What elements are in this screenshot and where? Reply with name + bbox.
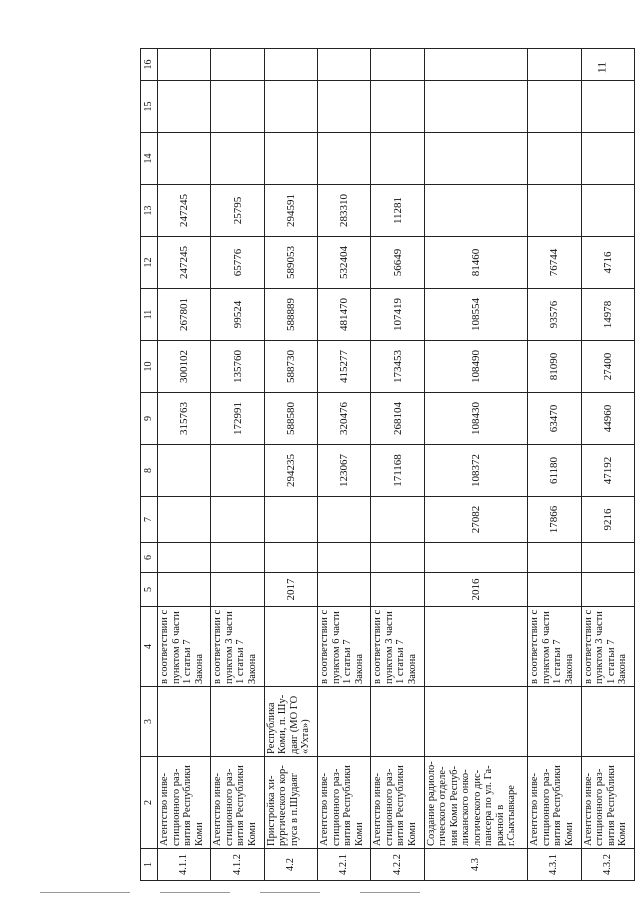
table-cell: Создание радиоло-гического отделе-ния Коми Респуб-ликанского онко-логического дис-пансера по ул. Га-ражной в г.Сыктывкаре bbox=[424, 757, 527, 849]
table-row bbox=[264, 49, 317, 881]
table-cell: 81090 bbox=[528, 341, 581, 393]
table-cell bbox=[211, 543, 264, 573]
table-cell bbox=[158, 81, 211, 133]
scan-edge-mark bbox=[260, 892, 320, 893]
table-cell: 25795 bbox=[211, 185, 264, 237]
table-cell bbox=[264, 543, 317, 573]
table-cell: Агентство инве-стиционного раз-вития Республики Коми bbox=[581, 757, 634, 849]
table-cell bbox=[158, 497, 211, 543]
table-cell bbox=[264, 607, 317, 687]
table-cell bbox=[158, 445, 211, 497]
row-id-cell: 4.1.1 bbox=[158, 849, 211, 881]
table-cell: 63470 bbox=[528, 393, 581, 445]
table-cell bbox=[581, 133, 634, 185]
table-cell bbox=[424, 49, 527, 81]
table-cell bbox=[581, 573, 634, 607]
page-number: 11 bbox=[594, 61, 609, 74]
column-header: 4 bbox=[141, 607, 158, 687]
table-cell: 27082 bbox=[424, 497, 527, 543]
column-header: 3 bbox=[141, 687, 158, 757]
table-cell bbox=[371, 49, 424, 81]
scan-edge-mark bbox=[160, 892, 230, 893]
investment-table bbox=[140, 48, 635, 881]
table-cell: 2017 bbox=[264, 573, 317, 607]
table-cell: 44960 bbox=[581, 393, 634, 445]
table-cell: 9216 bbox=[581, 497, 634, 543]
table-cell bbox=[158, 543, 211, 573]
table-cell: 173453 bbox=[371, 341, 424, 393]
table-cell: 2016 bbox=[424, 573, 527, 607]
table-cell bbox=[211, 81, 264, 133]
table-cell: 588580 bbox=[264, 393, 317, 445]
row-id-cell: 4.1.2 bbox=[211, 849, 264, 881]
table-cell bbox=[211, 133, 264, 185]
table-cell: 268104 bbox=[371, 393, 424, 445]
table-cell: 81460 bbox=[424, 237, 527, 289]
table-cell bbox=[528, 133, 581, 185]
table-cell: Агентство инве-стиционного раз-вития Республики Коми bbox=[318, 757, 371, 849]
table-cell bbox=[528, 185, 581, 237]
table-cell: 247245 bbox=[158, 237, 211, 289]
table-cell bbox=[581, 543, 634, 573]
table-cell: 532404 bbox=[318, 237, 371, 289]
table-cell: 123067 bbox=[318, 445, 371, 497]
table-cell bbox=[424, 687, 527, 757]
table-cell: 27400 bbox=[581, 341, 634, 393]
table-cell bbox=[211, 573, 264, 607]
table-row bbox=[581, 49, 634, 881]
table-cell bbox=[528, 543, 581, 573]
table-cell: 108430 bbox=[424, 393, 527, 445]
table-cell: Агентство инве-стиционного раз-вития Республики Коми bbox=[158, 757, 211, 849]
row-id-cell: 4.3 bbox=[424, 849, 527, 881]
column-header: 16 bbox=[141, 49, 158, 81]
table-cell bbox=[318, 497, 371, 543]
table-cell bbox=[318, 687, 371, 757]
row-id-cell: 4.3.2 bbox=[581, 849, 634, 881]
table-cell bbox=[318, 49, 371, 81]
table-cell bbox=[264, 49, 317, 81]
column-header: 6 bbox=[141, 543, 158, 573]
column-header: 2 bbox=[141, 757, 158, 849]
table-cell: Агентство инве-стиционного раз-вития Республики Коми bbox=[211, 757, 264, 849]
table-cell: 481470 bbox=[318, 289, 371, 341]
table-cell: 135760 bbox=[211, 341, 264, 393]
table-cell bbox=[424, 543, 527, 573]
table-cell bbox=[424, 607, 527, 687]
column-header: 11 bbox=[141, 289, 158, 341]
table-row bbox=[318, 49, 371, 881]
table-cell: в соответствии с пунктом 3 части 1 статьи 7 Закона bbox=[371, 607, 424, 687]
table-cell bbox=[371, 497, 424, 543]
table-cell: 17866 bbox=[528, 497, 581, 543]
table-cell bbox=[424, 81, 527, 133]
column-header: 10 bbox=[141, 341, 158, 393]
table-cell bbox=[581, 687, 634, 757]
table-cell: 108554 bbox=[424, 289, 527, 341]
table-cell bbox=[371, 543, 424, 573]
table-cell: 47192 bbox=[581, 445, 634, 497]
table-cell bbox=[211, 687, 264, 757]
table-cell: 172991 bbox=[211, 393, 264, 445]
table-cell: 4716 bbox=[581, 237, 634, 289]
scan-edge-mark bbox=[40, 892, 130, 893]
table-cell: 415277 bbox=[318, 341, 371, 393]
table-cell: 107419 bbox=[371, 289, 424, 341]
table-cell: Республика Коми, п. Шу-даяг (МО ГО «Ухта») bbox=[264, 687, 317, 757]
table-cell: 56649 bbox=[371, 237, 424, 289]
table-cell bbox=[158, 49, 211, 81]
rotated-table-page bbox=[140, 0, 635, 881]
table-cell: 294235 bbox=[264, 445, 317, 497]
table-cell: 93576 bbox=[528, 289, 581, 341]
column-header: 12 bbox=[141, 237, 158, 289]
table-cell: 14978 bbox=[581, 289, 634, 341]
table-cell: в соответствии с пунктом 6 части 1 статьи 7 Закона bbox=[528, 607, 581, 687]
table-cell: 99524 bbox=[211, 289, 264, 341]
table-cell bbox=[371, 133, 424, 185]
table-cell bbox=[424, 133, 527, 185]
table-cell: 588730 bbox=[264, 341, 317, 393]
table-cell bbox=[211, 497, 264, 543]
table-cell bbox=[528, 573, 581, 607]
table-cell bbox=[318, 573, 371, 607]
row-id-cell: 4.2.2 bbox=[371, 849, 424, 881]
table-cell: 76744 bbox=[528, 237, 581, 289]
column-header: 9 bbox=[141, 393, 158, 445]
table-cell bbox=[318, 133, 371, 185]
table-cell bbox=[158, 687, 211, 757]
table-cell: в соответствии с пунктом 3 части 1 статьи 7 Закона bbox=[211, 607, 264, 687]
table-row bbox=[211, 49, 264, 881]
table-cell: 294591 bbox=[264, 185, 317, 237]
table-cell bbox=[318, 543, 371, 573]
header-row bbox=[141, 49, 158, 881]
table-cell: 267801 bbox=[158, 289, 211, 341]
table-cell bbox=[264, 497, 317, 543]
table-cell: 315763 bbox=[158, 393, 211, 445]
table-cell bbox=[158, 133, 211, 185]
row-id-cell: 4.2.1 bbox=[318, 849, 371, 881]
table-cell bbox=[581, 185, 634, 237]
table-cell: 65776 bbox=[211, 237, 264, 289]
table-cell bbox=[371, 687, 424, 757]
table-cell bbox=[424, 185, 527, 237]
table-cell: в соответствии с пунктом 6 части 1 статьи 7 Закона bbox=[318, 607, 371, 687]
table-cell: 108490 bbox=[424, 341, 527, 393]
table-cell: 171168 bbox=[371, 445, 424, 497]
table-cell: Агентство инве-стиционного раз-вития Республики Коми bbox=[371, 757, 424, 849]
table-cell: в соответствии с пунктом 3 части 1 статьи 7 Закона bbox=[581, 607, 634, 687]
column-header: 1 bbox=[141, 849, 158, 881]
table-row bbox=[371, 49, 424, 881]
table-cell bbox=[211, 49, 264, 81]
table-cell: Агентство инве-стиционного раз-вития Республики Коми bbox=[528, 757, 581, 849]
scan-edge-mark bbox=[360, 892, 420, 893]
table-cell: 61180 bbox=[528, 445, 581, 497]
table-cell bbox=[371, 81, 424, 133]
table-cell: в соответствии с пунктом 6 части 1 статьи 7 Закона bbox=[158, 607, 211, 687]
table-cell: 589053 bbox=[264, 237, 317, 289]
column-header: 8 bbox=[141, 445, 158, 497]
column-header: 13 bbox=[141, 185, 158, 237]
table-cell bbox=[211, 445, 264, 497]
table-cell bbox=[371, 573, 424, 607]
table-cell: 247245 bbox=[158, 185, 211, 237]
table-cell: 588889 bbox=[264, 289, 317, 341]
row-id-cell: 4.2 bbox=[264, 849, 317, 881]
table-cell: 283310 bbox=[318, 185, 371, 237]
table-cell bbox=[528, 49, 581, 81]
table-row bbox=[528, 49, 581, 881]
table-row bbox=[424, 49, 527, 881]
column-header: 7 bbox=[141, 497, 158, 543]
table-row bbox=[158, 49, 211, 881]
table-cell bbox=[528, 687, 581, 757]
table-cell bbox=[158, 573, 211, 607]
table-cell: 300102 bbox=[158, 341, 211, 393]
column-header: 5 bbox=[141, 573, 158, 607]
table-cell bbox=[264, 81, 317, 133]
column-header: 15 bbox=[141, 81, 158, 133]
table-cell bbox=[528, 81, 581, 133]
table-cell bbox=[581, 81, 634, 133]
table-cell: 320476 bbox=[318, 393, 371, 445]
table-cell: Пристройка хи-рургического кор-пуса в п.Шудаяг bbox=[264, 757, 317, 849]
table-cell bbox=[264, 133, 317, 185]
column-header: 14 bbox=[141, 133, 158, 185]
table-cell bbox=[318, 81, 371, 133]
table-cell: 108372 bbox=[424, 445, 527, 497]
table-cell: 11281 bbox=[371, 185, 424, 237]
row-id-cell: 4.3.1 bbox=[528, 849, 581, 881]
